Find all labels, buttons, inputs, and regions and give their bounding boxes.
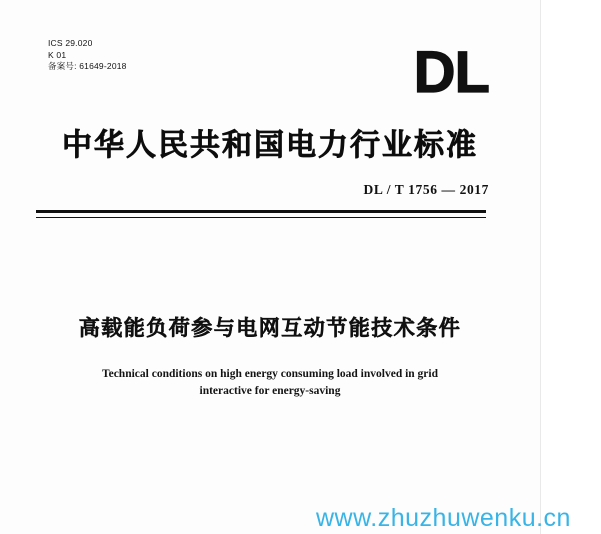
standard-authority-title: 中华人民共和国电力行业标准 [62,129,478,162]
document-title-english [60,366,480,400]
classification-codes [48,38,127,73]
dl-emblem-text: DL [413,40,489,105]
standard-number: DL / T 1756 — 2017 [363,182,489,197]
divider-thin [36,217,486,218]
site-watermark: www.zhuzhuwenku.cn [316,504,571,532]
record-number: 备案号: 61649-2018 [48,61,127,71]
dl-emblem [359,40,489,106]
document-title-english-line2: interactive for energy-saving [199,385,341,397]
document-title-english-line1: Technical conditions on high energy consuming load involved in grid [101,368,438,380]
divider-thick [36,210,486,213]
paper-right-margin [540,0,601,534]
k-code: K 01 [48,49,67,60]
ics-code: ICS 29.020 [48,38,93,48]
document-title-chinese: 高载能负荷参与电网互动节能技术条件 [78,317,462,340]
